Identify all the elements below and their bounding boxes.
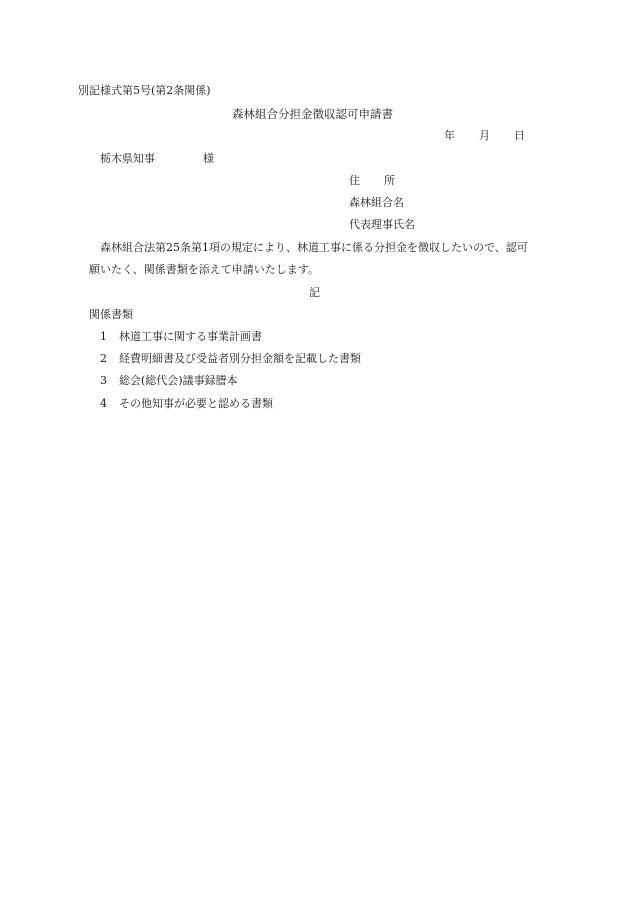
doc-item [100, 330, 262, 344]
address-label-part1: 住 [349, 174, 360, 187]
document-title: 森林組合分担金徴収認可申請書 [232, 107, 393, 121]
address-label-part2: 所 [384, 174, 395, 187]
date-day: 日 [514, 129, 525, 142]
body-line-1: 森林組合法第25条第1項の規定により、林道工事に係る分担金を徴収したいので、認可 [100, 241, 528, 254]
date-year: 年 [444, 129, 455, 142]
addressee [100, 152, 214, 166]
date-line [444, 129, 525, 143]
doc-item-text: 経費明細書及び受益者別分担金額を記載した書類 [119, 352, 361, 365]
address-label [349, 174, 395, 188]
addressee-honorific: 様 [203, 152, 214, 165]
representative-label: 代表理事氏名 [349, 218, 415, 231]
doc-item-number: 1 [100, 330, 107, 343]
doc-item-number: 4 [100, 397, 107, 410]
addressee-name: 栃木県知事 [100, 152, 155, 165]
org-name-label: 森林組合名 [349, 196, 404, 209]
ki-heading: 記 [309, 286, 320, 299]
body-line-2: 願いたく、関係書類を添えて申請いたします。 [89, 263, 319, 276]
doc-item-number: 3 [100, 374, 107, 387]
doc-item [100, 397, 273, 411]
docs-heading: 関係書類 [89, 308, 133, 321]
doc-item-text: 総会(総代会)議事録謄本 [119, 374, 238, 387]
date-month: 月 [479, 129, 490, 142]
doc-item-text: その他知事が必要と認める書類 [119, 397, 273, 410]
doc-item [100, 352, 361, 366]
doc-item [100, 374, 238, 388]
doc-item-number: 2 [100, 352, 107, 365]
doc-item-text: 林道工事に関する事業計画書 [119, 330, 262, 343]
form-label: 別記様式第5号(第2条関係) [78, 84, 211, 97]
